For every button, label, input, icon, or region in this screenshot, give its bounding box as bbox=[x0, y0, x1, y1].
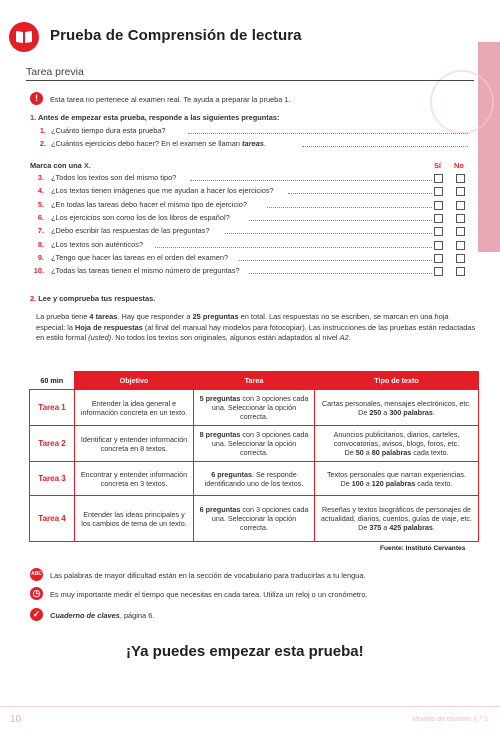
no-label: No bbox=[454, 161, 464, 170]
question-text: ¿Cuántos ejercicios debo hacer? En el examen se llaman tareas. bbox=[51, 139, 266, 148]
intro-note: Esta tarea no pertenece al examen real. Te ayuda a preparar la prueba 1. bbox=[50, 95, 291, 104]
question-number: 7. bbox=[37, 226, 44, 236]
book-icon bbox=[9, 22, 39, 52]
checkbox-si[interactable] bbox=[434, 201, 443, 210]
step1-heading: 1. Antes de empezar esta prueba, responde a las siguientes preguntas: bbox=[30, 113, 280, 122]
checkbox-si[interactable] bbox=[434, 227, 443, 236]
table-row bbox=[30, 426, 479, 462]
tasks-table bbox=[29, 371, 479, 542]
question-text: ¿Cuánto tiempo dura esta prueba? bbox=[51, 126, 166, 135]
col-objetivo: Objetivo bbox=[75, 372, 194, 390]
question-text: ¿Los textos tienen imágenes que me ayudan a hacer los ejercicios? bbox=[51, 186, 274, 196]
question-text: ¿Debo escribir las respuestas de las preguntas? bbox=[51, 226, 210, 236]
checkbox-no[interactable] bbox=[456, 201, 465, 210]
question-number: 4. bbox=[37, 186, 44, 196]
page-number: 10 bbox=[10, 714, 22, 725]
checkbox-si[interactable] bbox=[434, 241, 443, 250]
table-row bbox=[30, 390, 479, 426]
checkmark-icon: ✓ bbox=[30, 608, 43, 621]
task-name: Tarea 3 bbox=[30, 462, 75, 496]
tip-answer-key: Cuaderno de claves, página 6. bbox=[50, 611, 155, 620]
question-text: ¿Tengo que hacer las tareas en el orden del examen? bbox=[51, 252, 229, 262]
tip-time: Es muy importante medir el tiempo que necesitas en cada tarea. Utiliza un reloj o un cronómetro. bbox=[50, 590, 368, 599]
checkbox-no[interactable] bbox=[456, 227, 465, 236]
question-number: 8. bbox=[37, 239, 44, 249]
question-text: ¿Todas las tareas tienen el mismo número de preguntas? bbox=[51, 266, 240, 276]
footer-divider bbox=[0, 706, 500, 707]
checkbox-si[interactable] bbox=[434, 187, 443, 196]
dot-leader bbox=[267, 207, 433, 208]
abc-icon: ABC bbox=[30, 568, 43, 581]
task-cell: 6 preguntas. Se responde identificando uno de los textos. bbox=[194, 462, 315, 496]
objective-cell: Encontrar y entender información concreta en 3 textos. bbox=[75, 462, 194, 496]
mark-heading: Marca con una X. bbox=[30, 161, 91, 170]
si-label: Sí bbox=[434, 161, 441, 170]
checkbox-no[interactable] bbox=[456, 174, 465, 183]
objective-cell: Identificar y entender información concreta en 8 textos. bbox=[75, 426, 194, 462]
question-number: 5. bbox=[37, 199, 44, 209]
checkbox-no[interactable] bbox=[456, 214, 465, 223]
task-cell: 5 preguntas con 3 opciones cada una. Seleccionar la opción correcta. bbox=[194, 390, 315, 426]
checkbox-si[interactable] bbox=[434, 174, 443, 183]
checkbox-si[interactable] bbox=[434, 214, 443, 223]
checkbox-si[interactable] bbox=[434, 267, 443, 276]
question-number: 10. bbox=[33, 266, 44, 276]
question-text: ¿Los ejercicios son como los de los libros de español? bbox=[51, 212, 230, 222]
checkbox-si[interactable] bbox=[434, 254, 443, 263]
text-type-cell: Cartas personales, mensajes electrónicos, etc. De 250 a 300 palabras. bbox=[315, 390, 479, 426]
question-number: 6. bbox=[37, 212, 44, 222]
answer-line[interactable] bbox=[188, 133, 468, 134]
time-header: 60 min bbox=[30, 372, 75, 390]
instructions-paragraph: La prueba tiene 4 tareas. Hay que responder a 25 preguntas en total. Las respuestas no se escriben, se marcan en una hoja especial: la Hoja de respuestas (al final del manual hay modelos para fotocopiar). Las instrucciones de las pruebas están redactadas en estilo formal (usted). No todos los textos son originales, algunos están adaptados al nivel A2. bbox=[36, 312, 476, 342]
question-number: 3. bbox=[37, 173, 44, 182]
dot-leader bbox=[155, 247, 433, 248]
text-type-cell: Anuncios publicitarios, diarios, carteles, convocatorias, avisos, blogs, foros, etc. De 50 a 80 palabras cada texto. bbox=[315, 426, 479, 462]
clock-icon: ◷ bbox=[30, 587, 43, 600]
question-text: ¿Los textos son auténticos? bbox=[51, 239, 144, 249]
step2-heading: 2. Lee y comprueba tus respuestas. bbox=[30, 294, 156, 303]
question-text: ¿En todas las tareas debo hacer el mismo tipo de ejercicio? bbox=[51, 199, 247, 209]
exclamation-icon: ! bbox=[30, 92, 43, 105]
closing-message: ¡Ya puedes empezar esta prueba! bbox=[126, 643, 364, 660]
side-tab bbox=[478, 42, 500, 252]
col-tipo: Tipo de texto bbox=[315, 372, 479, 390]
checkbox-no[interactable] bbox=[456, 254, 465, 263]
task-name: Tarea 1 bbox=[30, 390, 75, 426]
dot-leader bbox=[249, 273, 432, 274]
task-cell: 6 preguntas con 3 opciones cada una. Seleccionar la opción correcta. bbox=[194, 496, 315, 542]
task-name: Tarea 4 bbox=[30, 496, 75, 542]
text-type-cell: Reseñas y textos biográficos de personajes de actualidad, diarios, cuentos, guías de viaje, etc. De 375 a 425 palabras. bbox=[315, 496, 479, 542]
question-number: 9. bbox=[37, 252, 44, 262]
tip-vocabulary: Las palabras de mayor dificultad están en la sección de vocabulario para traducirlas a tu lengua. bbox=[50, 571, 366, 580]
dot-leader bbox=[190, 180, 433, 181]
checkbox-no[interactable] bbox=[456, 267, 465, 276]
table-row bbox=[30, 462, 479, 496]
text-type-cell: Textos personales que narran experiencias. De 100 a 120 palabras cada texto. bbox=[315, 462, 479, 496]
question-text: ¿Todos los textos son del mismo tipo? bbox=[51, 173, 177, 182]
objective-cell: Entender la idea general e información concreta en un texto. bbox=[75, 390, 194, 426]
exam-model-label: Modelo de examen n.º 1 bbox=[412, 716, 488, 723]
task-name: Tarea 2 bbox=[30, 426, 75, 462]
checkbox-no[interactable] bbox=[456, 187, 465, 196]
dot-leader bbox=[288, 193, 433, 194]
col-tarea: Tarea bbox=[194, 372, 315, 390]
question-number: 2. bbox=[39, 139, 46, 148]
section-divider bbox=[26, 80, 474, 81]
objective-cell: Entender las ideas principales y los cambios de tema de un texto. bbox=[75, 496, 194, 542]
dot-leader bbox=[249, 220, 432, 221]
table-row bbox=[30, 496, 479, 542]
section-title: Tarea previa bbox=[26, 66, 84, 78]
task-cell: 8 preguntas con 3 opciones cada una. Seleccionar la opción correcta. bbox=[194, 426, 315, 462]
page-title: Prueba de Comprensión de lectura bbox=[50, 27, 302, 44]
table-source: Fuente: Instituto Cervantes bbox=[380, 545, 466, 552]
question-number: 1. bbox=[39, 126, 46, 135]
dot-leader bbox=[239, 260, 433, 261]
answer-line[interactable] bbox=[302, 146, 468, 147]
dot-leader bbox=[225, 233, 433, 234]
checkbox-no[interactable] bbox=[456, 241, 465, 250]
